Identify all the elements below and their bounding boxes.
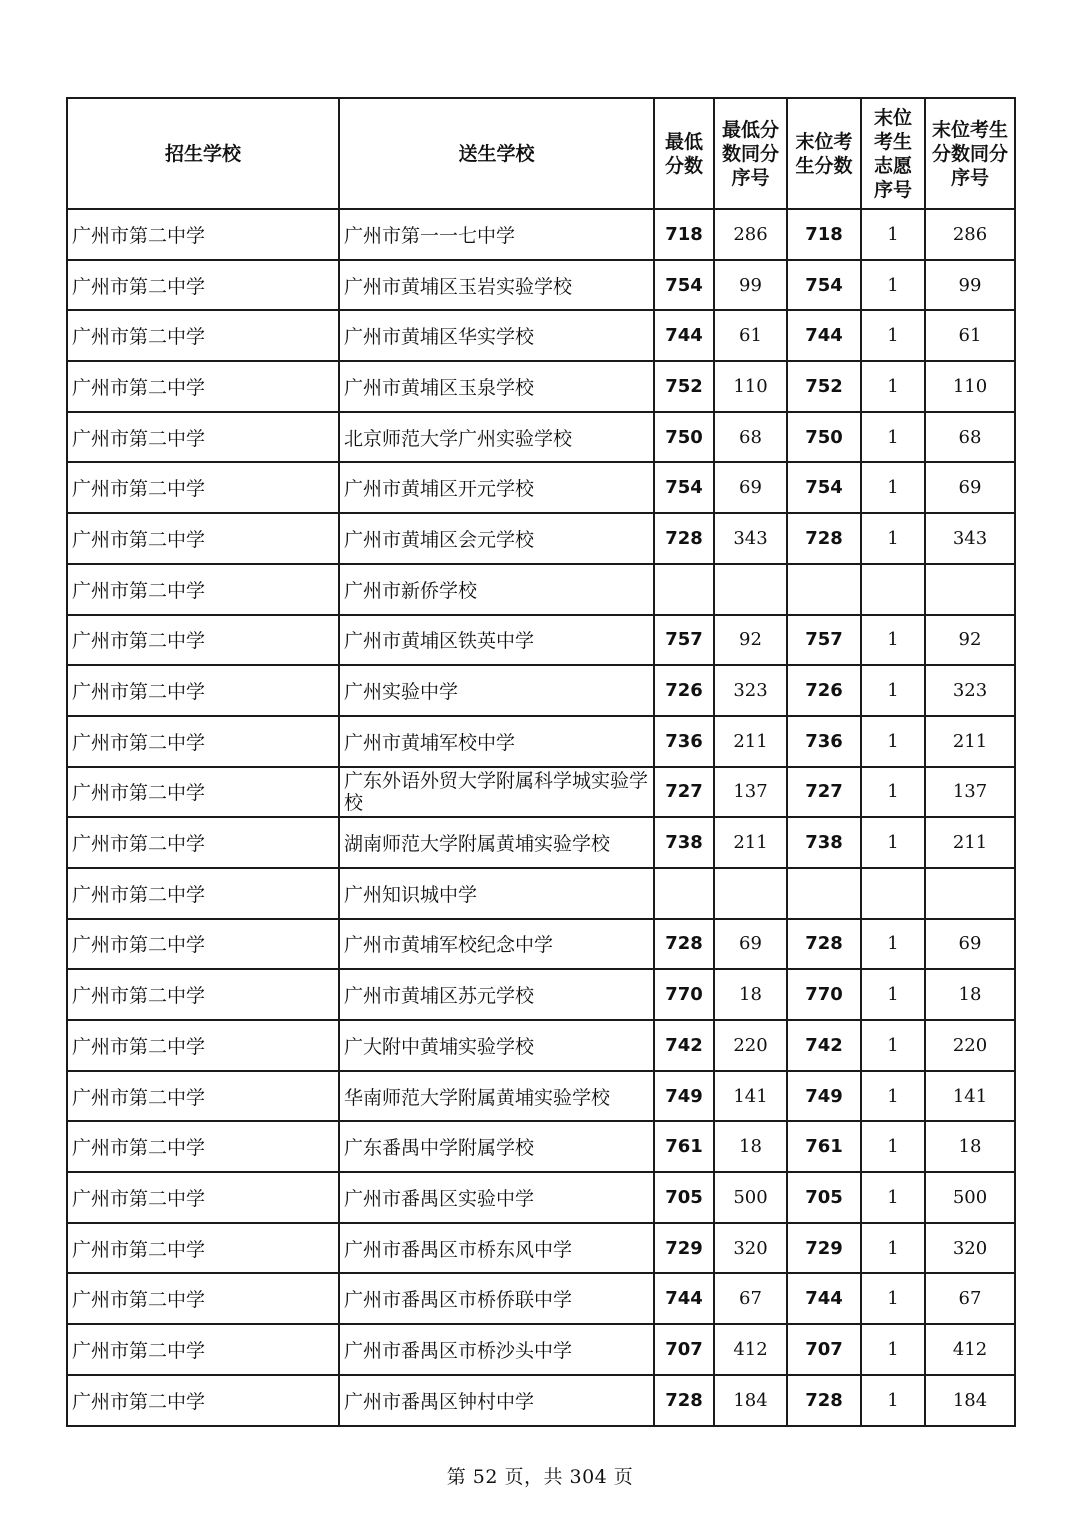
min-score-cell: 728 — [654, 1375, 714, 1426]
sender-school-cell: 广州市黄埔区铁英中学 — [339, 615, 654, 666]
min-score-rank-cell: 92 — [714, 615, 787, 666]
last-rank-cell — [925, 564, 1015, 615]
min-score-rank-cell: 67 — [714, 1273, 787, 1324]
admission-score-table — [66, 97, 1016, 1427]
last-choice-cell — [861, 564, 925, 615]
min-score-cell: 750 — [654, 412, 714, 463]
last-rank-cell — [925, 868, 1015, 919]
last-choice-cell: 1 — [861, 361, 925, 412]
min-score-cell: 727 — [654, 767, 714, 818]
min-score-cell: 757 — [654, 615, 714, 666]
min-score-cell: 752 — [654, 361, 714, 412]
table-row — [67, 716, 1015, 767]
last-choice-cell: 1 — [861, 615, 925, 666]
recruit-school-cell: 广州市第二中学 — [67, 969, 339, 1020]
last-score-cell — [787, 564, 861, 615]
min-score-rank-cell: 68 — [714, 412, 787, 463]
recruit-school-cell: 广州市第二中学 — [67, 817, 339, 868]
last-rank-cell: 18 — [925, 969, 1015, 1020]
min-score-cell: 736 — [654, 716, 714, 767]
last-choice-cell: 1 — [861, 767, 925, 818]
recruit-school-cell: 广州市第二中学 — [67, 513, 339, 564]
recruit-school-cell: 广州市第二中学 — [67, 1121, 339, 1172]
min-score-rank-cell: 184 — [714, 1375, 787, 1426]
last-rank-cell: 343 — [925, 513, 1015, 564]
last-choice-cell: 1 — [861, 1273, 925, 1324]
sender-school-cell: 广大附中黄埔实验学校 — [339, 1020, 654, 1071]
last-choice-cell: 1 — [861, 665, 925, 716]
last-score-cell: 761 — [787, 1121, 861, 1172]
recruit-school-cell: 广州市第二中学 — [67, 1223, 339, 1274]
last-choice-cell: 1 — [861, 716, 925, 767]
table-row — [67, 1375, 1015, 1426]
table-row — [67, 1020, 1015, 1071]
last-score-cell: 727 — [787, 767, 861, 818]
min-score-cell: 749 — [654, 1071, 714, 1122]
last-rank-cell: 69 — [925, 919, 1015, 970]
last-rank-cell: 18 — [925, 1121, 1015, 1172]
last-choice-cell: 1 — [861, 969, 925, 1020]
last-choice-cell: 1 — [861, 260, 925, 311]
min-score-cell: 728 — [654, 513, 714, 564]
table-row — [67, 767, 1015, 818]
table-row — [67, 817, 1015, 868]
recruit-school-cell: 广州市第二中学 — [67, 260, 339, 311]
sender-school-cell: 广州知识城中学 — [339, 868, 654, 919]
last-choice-cell — [861, 868, 925, 919]
last-score-cell: 705 — [787, 1172, 861, 1223]
recruit-school-cell: 广州市第二中学 — [67, 919, 339, 970]
table-row — [67, 412, 1015, 463]
min-score-rank-cell: 69 — [714, 462, 787, 513]
min-score-rank-cell — [714, 564, 787, 615]
min-score-cell: 707 — [654, 1324, 714, 1375]
recruit-school-cell: 广州市第二中学 — [67, 412, 339, 463]
sender-school-cell: 湖南师范大学附属黄埔实验学校 — [339, 817, 654, 868]
sender-school-cell: 广州市番禺区实验中学 — [339, 1172, 654, 1223]
sender-school-cell: 广州市番禺区钟村中学 — [339, 1375, 654, 1426]
last-choice-cell: 1 — [861, 462, 925, 513]
table-row — [67, 1071, 1015, 1122]
last-score-cell: 728 — [787, 1375, 861, 1426]
last-choice-cell: 1 — [861, 310, 925, 361]
table-row — [67, 919, 1015, 970]
last-rank-cell: 137 — [925, 767, 1015, 818]
last-score-cell: 728 — [787, 919, 861, 970]
table-row — [67, 1273, 1015, 1324]
last-score-cell: 744 — [787, 310, 861, 361]
min-score-rank-cell: 320 — [714, 1223, 787, 1274]
recruit-school-cell: 广州市第二中学 — [67, 1020, 339, 1071]
min-score-rank-cell: 343 — [714, 513, 787, 564]
table-row — [67, 462, 1015, 513]
last-score-cell: 770 — [787, 969, 861, 1020]
min-score-rank-cell — [714, 868, 787, 919]
last-choice-cell: 1 — [861, 412, 925, 463]
min-score-cell: 761 — [654, 1121, 714, 1172]
header-last-rank: 末位考生分数同分序号 — [925, 98, 1015, 209]
header-last-score: 末位考生分数 — [787, 98, 861, 209]
last-score-cell: 749 — [787, 1071, 861, 1122]
header-min-score-rank: 最低分数同分序号 — [714, 98, 787, 209]
last-rank-cell: 211 — [925, 817, 1015, 868]
table-row — [67, 868, 1015, 919]
last-score-cell — [787, 868, 861, 919]
last-choice-cell: 1 — [861, 1324, 925, 1375]
table-row — [67, 260, 1015, 311]
sender-school-cell: 广州市黄埔区华实学校 — [339, 310, 654, 361]
last-rank-cell: 141 — [925, 1071, 1015, 1122]
table-row — [67, 1121, 1015, 1172]
table-row — [67, 209, 1015, 260]
table-row — [67, 969, 1015, 1020]
sender-school-cell: 广州市番禺区市桥沙头中学 — [339, 1324, 654, 1375]
sender-school-cell: 华南师范大学附属黄埔实验学校 — [339, 1071, 654, 1122]
table-body — [67, 209, 1015, 1426]
last-rank-cell: 211 — [925, 716, 1015, 767]
recruit-school-cell: 广州市第二中学 — [67, 564, 339, 615]
recruit-school-cell: 广州市第二中学 — [67, 716, 339, 767]
last-rank-cell: 69 — [925, 462, 1015, 513]
min-score-rank-cell: 220 — [714, 1020, 787, 1071]
sender-school-cell: 北京师范大学广州实验学校 — [339, 412, 654, 463]
last-choice-cell: 1 — [861, 1071, 925, 1122]
last-score-cell: 729 — [787, 1223, 861, 1274]
last-choice-cell: 1 — [861, 919, 925, 970]
min-score-cell: 742 — [654, 1020, 714, 1071]
min-score-rank-cell: 500 — [714, 1172, 787, 1223]
sender-school-cell: 广州市黄埔区玉岩实验学校 — [339, 260, 654, 311]
recruit-school-cell: 广州市第二中学 — [67, 868, 339, 919]
last-score-cell: 736 — [787, 716, 861, 767]
last-choice-cell: 1 — [861, 1172, 925, 1223]
sender-school-cell: 广州市黄埔区开元学校 — [339, 462, 654, 513]
last-rank-cell: 110 — [925, 361, 1015, 412]
recruit-school-cell: 广州市第二中学 — [67, 615, 339, 666]
min-score-cell: 728 — [654, 919, 714, 970]
table-row — [67, 513, 1015, 564]
min-score-cell — [654, 868, 714, 919]
recruit-school-cell: 广州市第二中学 — [67, 665, 339, 716]
sender-school-cell: 广东番禺中学附属学校 — [339, 1121, 654, 1172]
last-rank-cell: 320 — [925, 1223, 1015, 1274]
last-score-cell: 744 — [787, 1273, 861, 1324]
recruit-school-cell: 广州市第二中学 — [67, 1375, 339, 1426]
last-score-cell: 752 — [787, 361, 861, 412]
recruit-school-cell: 广州市第二中学 — [67, 310, 339, 361]
table-row — [67, 665, 1015, 716]
sender-school-cell: 广州市黄埔区会元学校 — [339, 513, 654, 564]
sender-school-cell: 广州市番禺区市桥侨联中学 — [339, 1273, 654, 1324]
sender-school-cell: 广州市黄埔军校中学 — [339, 716, 654, 767]
header-row — [67, 98, 1015, 209]
min-score-rank-cell: 412 — [714, 1324, 787, 1375]
last-choice-cell: 1 — [861, 513, 925, 564]
recruit-school-cell: 广州市第二中学 — [67, 209, 339, 260]
table-row — [67, 615, 1015, 666]
min-score-rank-cell: 137 — [714, 767, 787, 818]
last-rank-cell: 61 — [925, 310, 1015, 361]
min-score-cell: 754 — [654, 260, 714, 311]
min-score-rank-cell: 18 — [714, 1121, 787, 1172]
last-score-cell: 742 — [787, 1020, 861, 1071]
last-choice-cell: 1 — [861, 1223, 925, 1274]
sender-school-cell: 广州实验中学 — [339, 665, 654, 716]
sender-school-cell: 广州市黄埔军校纪念中学 — [339, 919, 654, 970]
header-min-score: 最低分数 — [654, 98, 714, 209]
sender-school-cell: 广州市黄埔区苏元学校 — [339, 969, 654, 1020]
last-score-cell: 728 — [787, 513, 861, 564]
admission-table-container — [66, 97, 1014, 1427]
table-row — [67, 1223, 1015, 1274]
header-sender-school: 送生学校 — [339, 98, 654, 209]
last-rank-cell: 412 — [925, 1324, 1015, 1375]
min-score-cell: 729 — [654, 1223, 714, 1274]
last-score-cell: 726 — [787, 665, 861, 716]
last-choice-cell: 1 — [861, 817, 925, 868]
recruit-school-cell: 广州市第二中学 — [67, 1071, 339, 1122]
last-score-cell: 750 — [787, 412, 861, 463]
last-rank-cell: 67 — [925, 1273, 1015, 1324]
last-score-cell: 754 — [787, 462, 861, 513]
last-rank-cell: 323 — [925, 665, 1015, 716]
header-last-choice: 末位考生志愿序号 — [861, 98, 925, 209]
last-score-cell: 757 — [787, 615, 861, 666]
last-choice-cell: 1 — [861, 1020, 925, 1071]
last-rank-cell: 184 — [925, 1375, 1015, 1426]
min-score-rank-cell: 69 — [714, 919, 787, 970]
recruit-school-cell: 广州市第二中学 — [67, 462, 339, 513]
min-score-cell: 726 — [654, 665, 714, 716]
table-row — [67, 1324, 1015, 1375]
min-score-rank-cell: 286 — [714, 209, 787, 260]
min-score-cell: 744 — [654, 310, 714, 361]
recruit-school-cell: 广州市第二中学 — [67, 1172, 339, 1223]
min-score-rank-cell: 141 — [714, 1071, 787, 1122]
last-choice-cell: 1 — [861, 209, 925, 260]
min-score-cell: 770 — [654, 969, 714, 1020]
min-score-cell — [654, 564, 714, 615]
last-choice-cell: 1 — [861, 1375, 925, 1426]
last-score-cell: 718 — [787, 209, 861, 260]
last-rank-cell: 99 — [925, 260, 1015, 311]
last-rank-cell: 286 — [925, 209, 1015, 260]
recruit-school-cell: 广州市第二中学 — [67, 1324, 339, 1375]
recruit-school-cell: 广州市第二中学 — [67, 361, 339, 412]
last-score-cell: 754 — [787, 260, 861, 311]
sender-school-cell: 广州市第一一七中学 — [339, 209, 654, 260]
table-row — [67, 564, 1015, 615]
last-choice-cell: 1 — [861, 1121, 925, 1172]
min-score-cell: 744 — [654, 1273, 714, 1324]
min-score-rank-cell: 61 — [714, 310, 787, 361]
min-score-rank-cell: 18 — [714, 969, 787, 1020]
min-score-cell: 738 — [654, 817, 714, 868]
sender-school-cell: 广州市黄埔区玉泉学校 — [339, 361, 654, 412]
min-score-rank-cell: 211 — [714, 817, 787, 868]
table-row — [67, 361, 1015, 412]
min-score-rank-cell: 99 — [714, 260, 787, 311]
last-score-cell: 738 — [787, 817, 861, 868]
last-rank-cell: 220 — [925, 1020, 1015, 1071]
sender-school-cell: 广州市番禺区市桥东风中学 — [339, 1223, 654, 1274]
min-score-rank-cell: 323 — [714, 665, 787, 716]
min-score-cell: 705 — [654, 1172, 714, 1223]
min-score-rank-cell: 110 — [714, 361, 787, 412]
last-score-cell: 707 — [787, 1324, 861, 1375]
recruit-school-cell: 广州市第二中学 — [67, 767, 339, 818]
last-rank-cell: 500 — [925, 1172, 1015, 1223]
min-score-cell: 718 — [654, 209, 714, 260]
recruit-school-cell: 广州市第二中学 — [67, 1273, 339, 1324]
last-rank-cell: 92 — [925, 615, 1015, 666]
header-recruit-school: 招生学校 — [67, 98, 339, 209]
sender-school-cell: 广东外语外贸大学附属科学城实验学校 — [339, 767, 654, 818]
page-footer: 第 52 页，共 304 页 — [446, 1466, 634, 1488]
table-row — [67, 1172, 1015, 1223]
table-row — [67, 310, 1015, 361]
min-score-cell: 754 — [654, 462, 714, 513]
sender-school-cell: 广州市新侨学校 — [339, 564, 654, 615]
min-score-rank-cell: 211 — [714, 716, 787, 767]
last-rank-cell: 68 — [925, 412, 1015, 463]
